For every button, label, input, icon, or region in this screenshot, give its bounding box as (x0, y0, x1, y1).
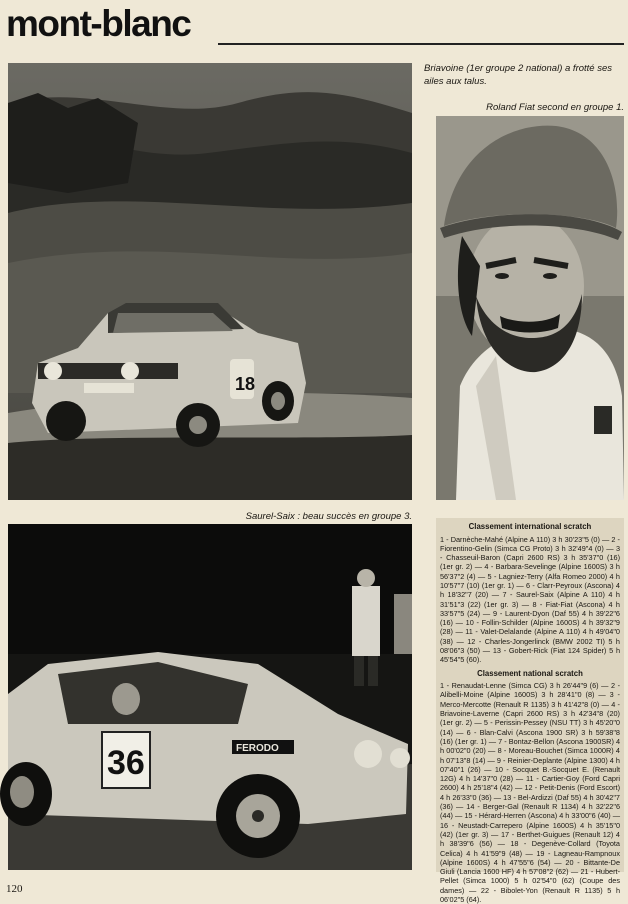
national-heading: Classement national scratch (477, 668, 583, 678)
car-number-36: 36 (107, 744, 145, 782)
international-heading: Classement international scratch (468, 522, 592, 531)
photo-driver-portrait (436, 116, 624, 500)
sponsor-ferodo: FERODO (236, 743, 279, 754)
photo-capri-rally-car (8, 63, 412, 500)
results-box (436, 518, 624, 904)
national-results: 1 - Renaudat-Lenne (Simca CG) 3 h 26'44"9 (6) — 2 - Alibelli-Moine (Alpine 1600S) 3 h 28'41"0 (8) — 3 - Merco-Mercotte (Renault R 1135) 3 h 41'42"8 (0) — 4 - Briavoine-Laverne (Capri 2600 RS) 3 h 42'34"8 (20) (1er gr. 2) — 5 - Perissin-Pessey (NSU TT) 3 h 45'20"0 (14) — 6 - Blan-Calvi (Ascona 1900 SR) 3 h 59'38"8 (16) (1er gr. 1) — 7 - Bontaz-Bellon (Ascona 1900SR) 4 h 00'02"0 (20) — 8 - Moreau-Bouchet (Simca 1000R) 4 h 07'13"8 (14) — 9 - Reinier-Deplante (Alpine 1300) 4 h 07'40"1 (26) — 10 - Socquet B.-Socquet E. (Renault 12G) 4 h 14'37"0 (28) — 11 - Cartier-Goy (Ford Capri 2600) 4 h 25'18"4 (42) — 12 - Petit-Denis (Ford Escort) 4 h 26'33"0 (36) — 13 - Bel-Ardizzi (Daf 55) 4 h 30'42"7 (36) — 14 - Berger-Gal (Renault R 1134) 4 h 32'22"6 (44) — 15 - Hérard-Herren (Ascona) 4 h 33'00"6 (40) — 16 - Neustadt-Carrepero (Alpine 1600S) 4 h 35'15"0 (42) (1er gr. 3) — 17 - Berthet-Guigues (Renault 12) 4 h 38'39"6 (56) — 18 - Degenève-Collard (Toyota Celica) 4 h 41'59"9 (48) — 19 - Lagneau-Rampnoux (Alpine 1600S) 4 h 47'55"6 (54) — 20 - Bittante-De Giuli (Lancia 1600 HF) 4 h 57'08"2 (62) — 21 - Hubert-Pellet (Simca 1000) 5 h 02'54"0 (62) (Coupe des dames) — 22 - Bibolet-Yon (Renault R 1135) 5 h 06'02"5 (64). (440, 681, 620, 904)
page-title: mont-blanc (6, 3, 191, 44)
caption-briavoine: Briavoine (1er groupe 2 national) a frotté ses ailes aux talus. (424, 63, 612, 87)
international-results: 1 - Darnèche-Mahé (Alpine A 110) 3 h 30'23"5 (0) — 2 - Fiorentino-Gelin (Simca CG Proto) 3 h 32'49"4 (0) — 3 - Chasseuil-Baron (Capri 2600 RS) 3 h 35'37"0 (16) (1er gr. 2) — 4 - Barbara-Sevelinge (Alpine 1600S) 3 h 56'37"2 (4) — 5 - Lagniez-Terry (Alfa Romeo 2000) 4 h 10'57"7 (10) (1er gr. 1) — 6 - Clarr-Peyroux (Ascona) 4 h 18'32"7 (20) — 7 - Saurel-Saix (Alpine A 110) 4 h 31'51"3 (22) (1er gr. 3) — 8 - Fiat-Fiat (Ascona) 4 h 33'57"5 (24) — 9 - Laurent-Dyon (Daf 55) 4 h 39'22"6 (16) — 10 - Follin-Schilder (Alpine 1600S) 4 h 39'32"9 (28) — 11 - Valet-Delalande (Alpine A 110) 4 h 49'04"0 (38) — 12 - Charles-Jongerlinck (BMW 2002 TI) 5 h 08'06"3 (50) — 13 - Gobert-Rick (Fiat 124 Spider) 5 h 45'54"5 (60). (440, 534, 620, 665)
page-number: 120 (6, 883, 23, 895)
header-rule (218, 43, 624, 45)
car-number-18: 18 (235, 374, 256, 394)
caption-saurel: Saurel-Saix : beau succès en groupe 3. (245, 511, 412, 522)
photo-alpine-36-night (8, 524, 412, 870)
caption-fiat: Roland Fiat second en groupe 1. (486, 102, 624, 113)
